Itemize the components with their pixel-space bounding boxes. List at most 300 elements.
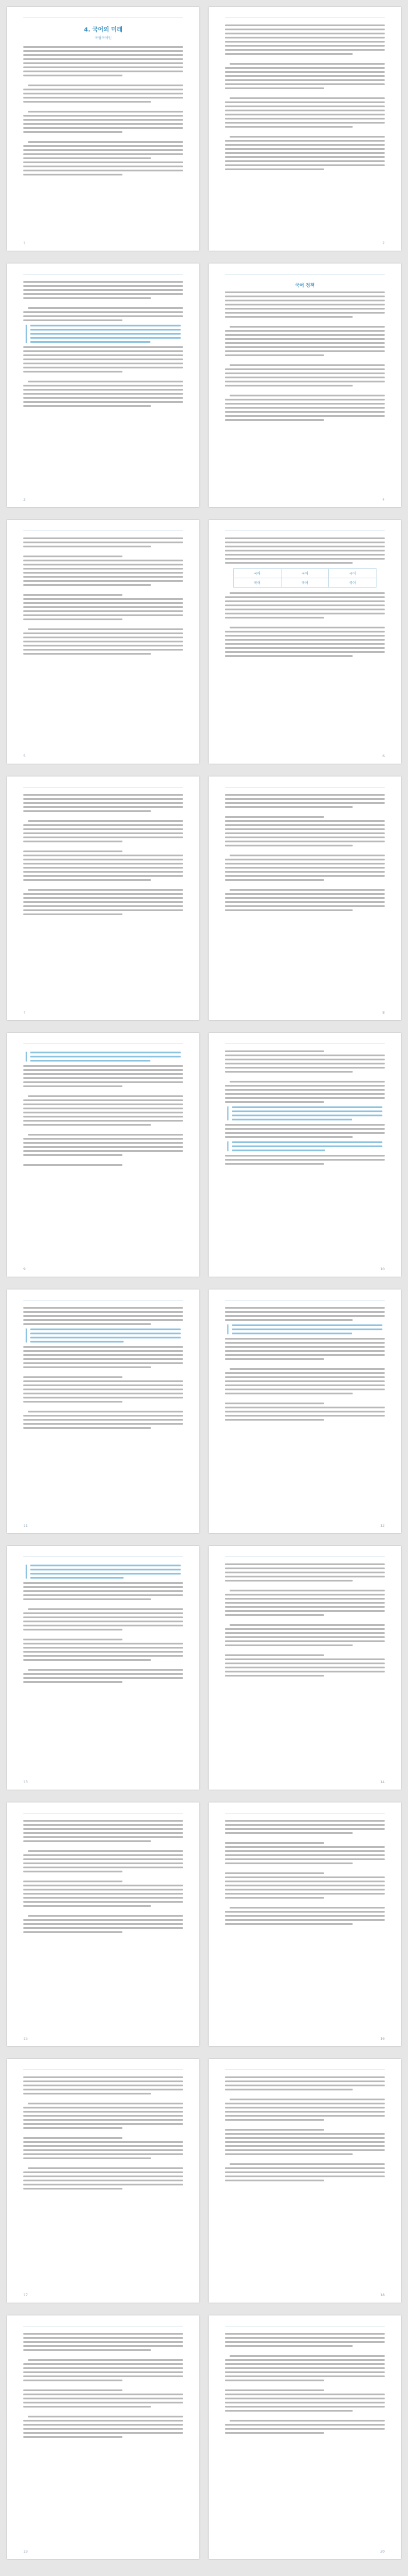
text-line — [23, 913, 122, 915]
text-line — [225, 2141, 385, 2143]
text-line — [225, 300, 385, 301]
text-line — [23, 893, 183, 895]
text-line — [23, 1677, 183, 1679]
text-line — [23, 315, 183, 317]
paragraph-gap — [225, 621, 385, 624]
text-line — [225, 879, 324, 881]
text-line — [225, 1842, 324, 1844]
paragraph-gap — [225, 849, 385, 852]
text-line — [23, 405, 151, 407]
text-line — [225, 71, 385, 73]
text-line — [225, 600, 385, 602]
text-line — [23, 1836, 183, 1838]
table-row — [233, 569, 377, 578]
text-line — [225, 1403, 324, 1404]
text-line — [225, 2394, 385, 2395]
text-line — [225, 542, 385, 543]
text-line — [23, 1350, 183, 1352]
text-line — [225, 1632, 385, 1634]
running-head — [225, 2065, 385, 2070]
text-line — [28, 889, 183, 891]
text-line — [23, 802, 183, 804]
text-line — [30, 329, 181, 331]
text-line — [225, 820, 385, 822]
text-line — [225, 160, 385, 162]
table-cell: 국어 — [281, 569, 329, 578]
text-line — [23, 542, 183, 543]
text-line — [225, 1136, 353, 1138]
text-line — [225, 609, 385, 610]
text-line — [23, 1311, 183, 1313]
page-number: 3 — [23, 498, 26, 502]
text-line — [230, 855, 385, 856]
spread-5 — [7, 1033, 401, 1277]
text-line — [23, 131, 122, 133]
text-line — [230, 592, 385, 594]
text-line — [23, 2432, 183, 2434]
text-line — [23, 2349, 151, 2351]
running-head — [225, 1295, 385, 1301]
page-number: 6 — [382, 754, 385, 758]
text-line — [232, 1333, 352, 1334]
text-line — [225, 1610, 385, 1612]
text-line — [225, 1885, 385, 1886]
text-line — [225, 1858, 385, 1860]
text-line — [225, 1393, 353, 1394]
page-17 — [7, 2059, 199, 2303]
text-line — [23, 2363, 183, 2365]
running-head — [23, 1552, 183, 1557]
page-9 — [7, 1033, 199, 1277]
text-line — [23, 157, 151, 159]
text-line — [23, 2394, 183, 2395]
page-number: 5 — [23, 754, 26, 758]
text-line — [225, 411, 385, 413]
paragraph-gap — [23, 845, 183, 848]
text-line — [230, 326, 385, 328]
paragraph-gap — [23, 2162, 183, 2165]
text-line — [23, 2089, 183, 2090]
paragraph-gap — [23, 1909, 183, 1913]
text-line — [225, 2149, 385, 2151]
text-line — [225, 372, 385, 374]
paragraph-gap — [225, 1901, 385, 1904]
text-line — [23, 1832, 183, 1834]
text-line — [225, 1163, 324, 1165]
page-number: 19 — [23, 2550, 28, 2554]
text-line — [225, 354, 324, 356]
text-line — [225, 79, 385, 81]
text-line — [23, 1380, 183, 1382]
page-11 — [7, 1289, 199, 1533]
text-line — [225, 2081, 385, 2082]
data-table — [233, 568, 377, 588]
text-line — [23, 1931, 122, 1933]
text-line — [230, 136, 385, 138]
quote-block — [26, 1565, 181, 1579]
paragraph-gap — [225, 130, 385, 133]
text-line — [23, 2180, 183, 2181]
text-line — [225, 1572, 385, 1573]
chapter-subtitle: 국립국어원 — [94, 36, 112, 40]
text-line — [225, 1067, 385, 1069]
text-line — [28, 1095, 183, 1097]
text-line — [225, 403, 385, 405]
paragraph-gap — [225, 1649, 385, 1652]
text-line — [28, 2167, 183, 2169]
text-line — [23, 123, 183, 125]
running-head — [225, 1039, 385, 1044]
text-line — [23, 1164, 122, 1166]
text-line — [23, 879, 151, 881]
text-line — [23, 2184, 183, 2185]
text-line — [23, 2188, 122, 2190]
text-line — [23, 1582, 183, 1584]
text-line — [23, 2333, 183, 2335]
text-line — [225, 1889, 385, 1890]
text-line — [225, 1311, 385, 1313]
text-line — [225, 2359, 385, 2361]
paragraph-gap — [225, 389, 385, 392]
text-line — [23, 1881, 122, 1882]
page-number: 11 — [23, 1524, 28, 1528]
text-line — [23, 1150, 183, 1152]
text-line — [225, 1093, 385, 1095]
text-line — [225, 1667, 385, 1668]
text-line — [23, 1897, 183, 1899]
page-8 — [209, 776, 401, 1020]
text-line — [23, 572, 183, 574]
text-line — [225, 1911, 385, 1913]
paragraph-gap — [23, 105, 183, 108]
text-line — [23, 653, 151, 655]
text-line — [23, 580, 183, 582]
text-line — [225, 1097, 385, 1099]
text-line — [23, 127, 183, 129]
text-line — [232, 1119, 352, 1120]
text-line — [225, 1055, 385, 1056]
text-line — [23, 1362, 183, 1364]
text-line — [23, 1616, 183, 1618]
paragraph-gap — [225, 1618, 385, 1622]
text-line — [23, 311, 183, 313]
text-line — [225, 537, 385, 539]
text-line — [23, 2424, 183, 2426]
text-line — [225, 875, 385, 877]
paragraph-gap — [225, 2349, 385, 2353]
text-line — [225, 1358, 324, 1360]
paragraph-gap — [23, 135, 183, 139]
text-line — [225, 2333, 385, 2335]
text-line — [230, 395, 385, 396]
text-line — [23, 560, 183, 561]
text-line — [23, 594, 122, 596]
text-line — [23, 401, 183, 403]
text-line — [23, 863, 183, 864]
running-head — [23, 782, 183, 788]
text-line — [23, 1854, 183, 1856]
text-line — [23, 1862, 183, 1864]
page-4 — [209, 263, 401, 507]
text-line — [230, 1081, 385, 1083]
text-line — [225, 1155, 385, 1157]
text-line — [28, 85, 183, 86]
text-line — [23, 1142, 183, 1144]
paragraph-gap — [225, 320, 385, 324]
page-1 — [7, 7, 199, 251]
text-line — [225, 647, 385, 649]
text-line — [28, 111, 183, 113]
page-19 — [7, 2315, 199, 2559]
text-line — [225, 2363, 385, 2365]
text-line — [230, 97, 385, 99]
text-line — [232, 1141, 382, 1143]
text-line — [23, 97, 183, 99]
text-line — [225, 2428, 385, 2430]
text-line — [23, 1073, 183, 1075]
paragraph-gap — [225, 92, 385, 95]
text-line — [23, 2337, 183, 2339]
text-line — [225, 893, 385, 895]
text-line — [225, 806, 353, 808]
text-line — [23, 1346, 183, 1348]
paragraph-gap — [23, 1875, 183, 1878]
text-line — [225, 1824, 385, 1826]
text-line — [225, 1628, 385, 1630]
text-line — [23, 1376, 122, 1378]
text-line — [225, 617, 324, 618]
text-line — [23, 1655, 183, 1657]
spread-1 — [7, 7, 401, 251]
text-line — [23, 115, 183, 117]
page-16 — [209, 1802, 401, 2046]
text-line — [225, 1319, 353, 1321]
text-line — [225, 562, 353, 564]
text-line — [225, 2111, 385, 2113]
paragraph-gap — [23, 301, 183, 305]
text-line — [23, 867, 183, 869]
paragraph-gap — [23, 550, 183, 553]
text-line — [225, 1594, 385, 1595]
text-line — [225, 140, 385, 142]
text-line — [23, 1673, 183, 1675]
text-line — [23, 2176, 183, 2177]
running-head — [23, 526, 183, 531]
text-line — [225, 1872, 324, 1874]
text-line — [28, 1850, 183, 1852]
paragraph-gap — [225, 359, 385, 362]
text-line — [28, 2103, 183, 2104]
text-line — [225, 330, 385, 332]
text-line — [225, 2410, 353, 2412]
paragraph-gap — [23, 2384, 183, 2387]
spread-10 — [7, 2315, 401, 2559]
quote-block — [26, 325, 181, 343]
text-line — [23, 119, 183, 121]
text-line — [225, 368, 385, 370]
text-line — [30, 333, 181, 335]
text-line — [232, 1115, 382, 1116]
text-line — [225, 41, 385, 43]
text-line — [23, 293, 183, 295]
text-line — [225, 867, 385, 869]
text-line — [225, 2424, 385, 2426]
text-line — [225, 1658, 385, 1660]
text-line — [225, 2337, 385, 2339]
page-number: 15 — [23, 2037, 28, 2041]
text-line — [23, 2081, 183, 2082]
text-line — [23, 93, 183, 94]
text-line — [23, 354, 183, 356]
text-line — [23, 2406, 151, 2408]
text-line — [23, 2153, 183, 2155]
text-line — [225, 1071, 353, 1073]
page-7 — [7, 776, 199, 1020]
paragraph-gap — [23, 79, 183, 82]
text-line — [225, 2176, 385, 2177]
text-line — [225, 1307, 385, 1309]
text-line — [225, 639, 385, 641]
page-20 — [209, 2315, 401, 2559]
page-6 — [209, 520, 401, 764]
text-line — [23, 1112, 183, 1113]
paragraph-gap — [23, 1405, 183, 1408]
text-line — [230, 1624, 385, 1626]
text-line — [225, 550, 385, 551]
paragraph-gap — [225, 1867, 385, 1870]
text-line — [225, 828, 385, 830]
text-line — [225, 45, 385, 47]
text-line — [225, 845, 353, 846]
spread-4 — [7, 776, 401, 1020]
text-line — [225, 1636, 385, 1638]
text-line — [23, 2085, 183, 2086]
text-line — [23, 564, 183, 565]
text-line — [23, 1389, 183, 1390]
text-line — [225, 1881, 385, 1882]
text-line — [230, 1590, 385, 1591]
table-cell: 국어 — [233, 578, 281, 588]
text-line — [230, 2099, 385, 2100]
text-line — [28, 628, 183, 630]
text-line — [230, 1907, 385, 1909]
text-line — [23, 2398, 183, 2399]
text-line — [23, 905, 183, 907]
text-line — [23, 618, 122, 620]
paragraph-gap — [225, 2157, 385, 2161]
text-line — [23, 1919, 183, 1921]
text-line — [225, 334, 385, 336]
text-line — [23, 1927, 183, 1929]
text-line — [23, 610, 183, 612]
text-line — [225, 53, 353, 55]
text-line — [225, 1124, 385, 1126]
text-line — [23, 385, 183, 386]
page-5 — [7, 520, 199, 764]
text-line — [23, 46, 183, 48]
text-line — [23, 606, 183, 608]
running-head — [23, 2065, 183, 2070]
text-line — [23, 2389, 122, 2391]
text-line — [23, 393, 183, 395]
paragraph-gap — [23, 2097, 183, 2100]
text-line — [23, 397, 183, 399]
paragraph-gap — [225, 1397, 385, 1400]
text-line — [225, 2180, 324, 2181]
text-line — [23, 66, 183, 68]
text-line — [225, 1384, 385, 1386]
text-line — [28, 1134, 183, 1136]
text-line — [23, 2093, 151, 2094]
page-18 — [209, 2059, 401, 2303]
spread-2 — [7, 263, 401, 507]
text-line — [225, 2345, 353, 2347]
text-line — [230, 2355, 385, 2357]
text-line — [23, 602, 183, 604]
text-line — [225, 643, 385, 645]
table-cell: 국어 — [233, 569, 281, 578]
text-line — [23, 1138, 183, 1140]
running-head — [225, 526, 385, 531]
page-14 — [209, 1546, 401, 1790]
text-line — [23, 149, 183, 151]
text-line — [225, 296, 385, 297]
text-line — [23, 1625, 183, 1626]
text-line — [28, 2416, 183, 2417]
text-line — [23, 2380, 122, 2381]
text-line — [225, 1919, 385, 1921]
text-line — [23, 2137, 122, 2139]
text-line — [225, 1407, 385, 1408]
text-line — [23, 2402, 183, 2403]
page-number: 14 — [380, 1780, 385, 1784]
text-line — [225, 613, 385, 614]
text-line — [225, 67, 385, 69]
text-line — [23, 2436, 122, 2438]
text-line — [225, 1876, 385, 1878]
text-line — [23, 161, 183, 163]
text-line — [225, 2133, 385, 2135]
text-line — [225, 1850, 385, 1852]
text-line — [232, 1106, 382, 1108]
paragraph-gap — [23, 588, 183, 592]
section-heading: 국어 정책 — [295, 283, 315, 288]
text-line — [225, 2375, 385, 2377]
text-line — [232, 1110, 382, 1112]
text-line — [23, 598, 183, 600]
text-line — [230, 63, 385, 65]
paragraph-gap — [225, 1584, 385, 1587]
text-line — [232, 1324, 382, 1326]
paragraph-gap — [23, 1663, 183, 1667]
text-line — [23, 2111, 183, 2113]
text-line — [30, 1573, 181, 1575]
paragraph-gap — [225, 2093, 385, 2096]
text-line — [23, 645, 183, 646]
text-line — [225, 1854, 385, 1856]
text-line — [23, 1824, 183, 1826]
text-line — [225, 871, 385, 873]
text-line — [30, 1329, 181, 1330]
page-number: 17 — [23, 2293, 28, 2297]
text-line — [23, 568, 183, 570]
page-number: 20 — [380, 2550, 385, 2554]
text-line — [23, 1401, 122, 1403]
text-line — [23, 1085, 122, 1087]
text-line — [225, 1846, 385, 1848]
text-line — [23, 1323, 151, 1325]
text-line — [23, 1319, 183, 1321]
